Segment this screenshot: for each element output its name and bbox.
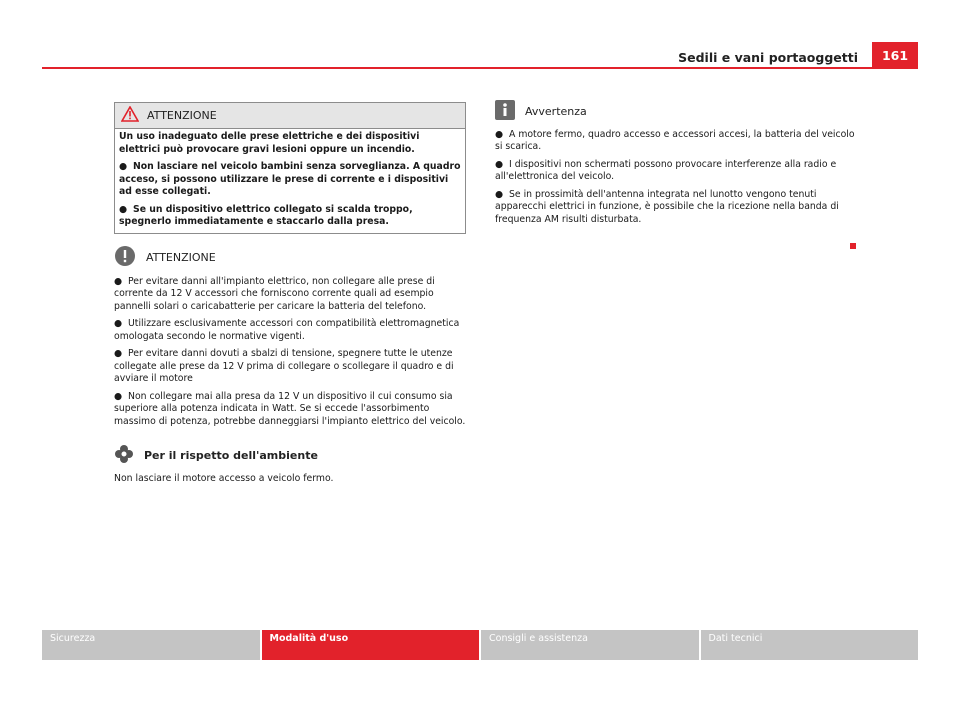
- list-item: ● Se un dispositivo elettrico collegato si scalda troppo, spegnerlo immediatamente e staccarlo dalla presa.: [119, 203, 413, 227]
- environment-text: Non lasciare il motore accesso a veicolo fermo.: [114, 472, 334, 484]
- list-item: ● A motore fermo, quadro accesso e accessori accesi, la batteria del veicolo si scarica.: [495, 128, 855, 152]
- list-item: ● Non collegare mai alla presa da 12 V un dispositivo il cui consumo sia superiore alla potenza indicata in Watt. Se si eccede l'assorbimento massimo di potenza, potrebbe danneggiarsi l'impianto elettrico del veicolo.: [114, 390, 466, 427]
- info-icon: [495, 100, 515, 125]
- warning-box-title: ATTENZIONE: [147, 109, 217, 122]
- tab-sicurezza[interactable]: Sicurezza: [42, 630, 260, 660]
- warning-box: [114, 102, 466, 234]
- footer-navigation: [42, 630, 918, 660]
- header-divider: [42, 67, 918, 69]
- note-title: Avvertenza: [525, 105, 587, 118]
- tab-dati-tecnici[interactable]: Dati tecnici: [701, 630, 919, 660]
- environment-section: [114, 444, 466, 490]
- page-number: 161: [872, 42, 918, 68]
- eco-flower-icon: [114, 444, 134, 469]
- caution-title: ATTENZIONE: [146, 251, 216, 264]
- exclamation-circle-icon: [114, 245, 136, 272]
- tab-consigli-assistenza[interactable]: Consigli e assistenza: [481, 630, 699, 660]
- list-item: ● Non lasciare nel veicolo bambini senza sorveglianza. A quadro acceso, si possono utilizzare le prese di corrente e i dispositivi ad esse collegati.: [119, 161, 461, 197]
- environment-title: Per il rispetto dell'ambiente: [144, 449, 318, 462]
- list-item: ● Se in prossimità dell'antenna integrata nel lunotto vengono tenuti apparecchi elettrici in funzione, è possibile che la ricezione nella banda di frequenza AM risulti disturbata.: [495, 188, 839, 225]
- page-header-title: Sedili e vani portaoggetti: [678, 50, 858, 65]
- list-item: ● Per evitare danni dovuti a sbalzi di tensione, spegnere tutte le utenze collegate alle prese da 12 V prima di collegare o scollegare il quadro e di avviare il motore: [114, 348, 454, 384]
- caution-section: [114, 245, 466, 433]
- list-item: ● I dispositivi non schermati possono provocare interferenze alla radio e all'elettronica del veicolo.: [495, 158, 837, 182]
- warning-box-body: [115, 129, 465, 229]
- list-item: ● Utilizzare esclusivamente accessori con compatibilità elettromagnetica omologata secondo le normative vigenti.: [114, 318, 460, 342]
- list-item: ● Per evitare danni all'impianto elettrico, non collegare alle prese di corrente da 12 V accessori che forniscono corrente quali ad esempio pannelli solari o caricabatterie per caricare la batteria del telefono.: [114, 275, 435, 312]
- note-section: [495, 100, 855, 231]
- warning-triangle-icon: [121, 106, 139, 126]
- tab-modalita-uso[interactable]: Modalità d'uso: [262, 630, 480, 660]
- warning-box-header: [115, 103, 465, 129]
- warning-intro: Un uso inadeguato delle prese elettriche e dei dispositivi elettrici può provocare gravi lesioni oppure un incendio.: [119, 131, 420, 155]
- section-end-marker: [850, 243, 856, 249]
